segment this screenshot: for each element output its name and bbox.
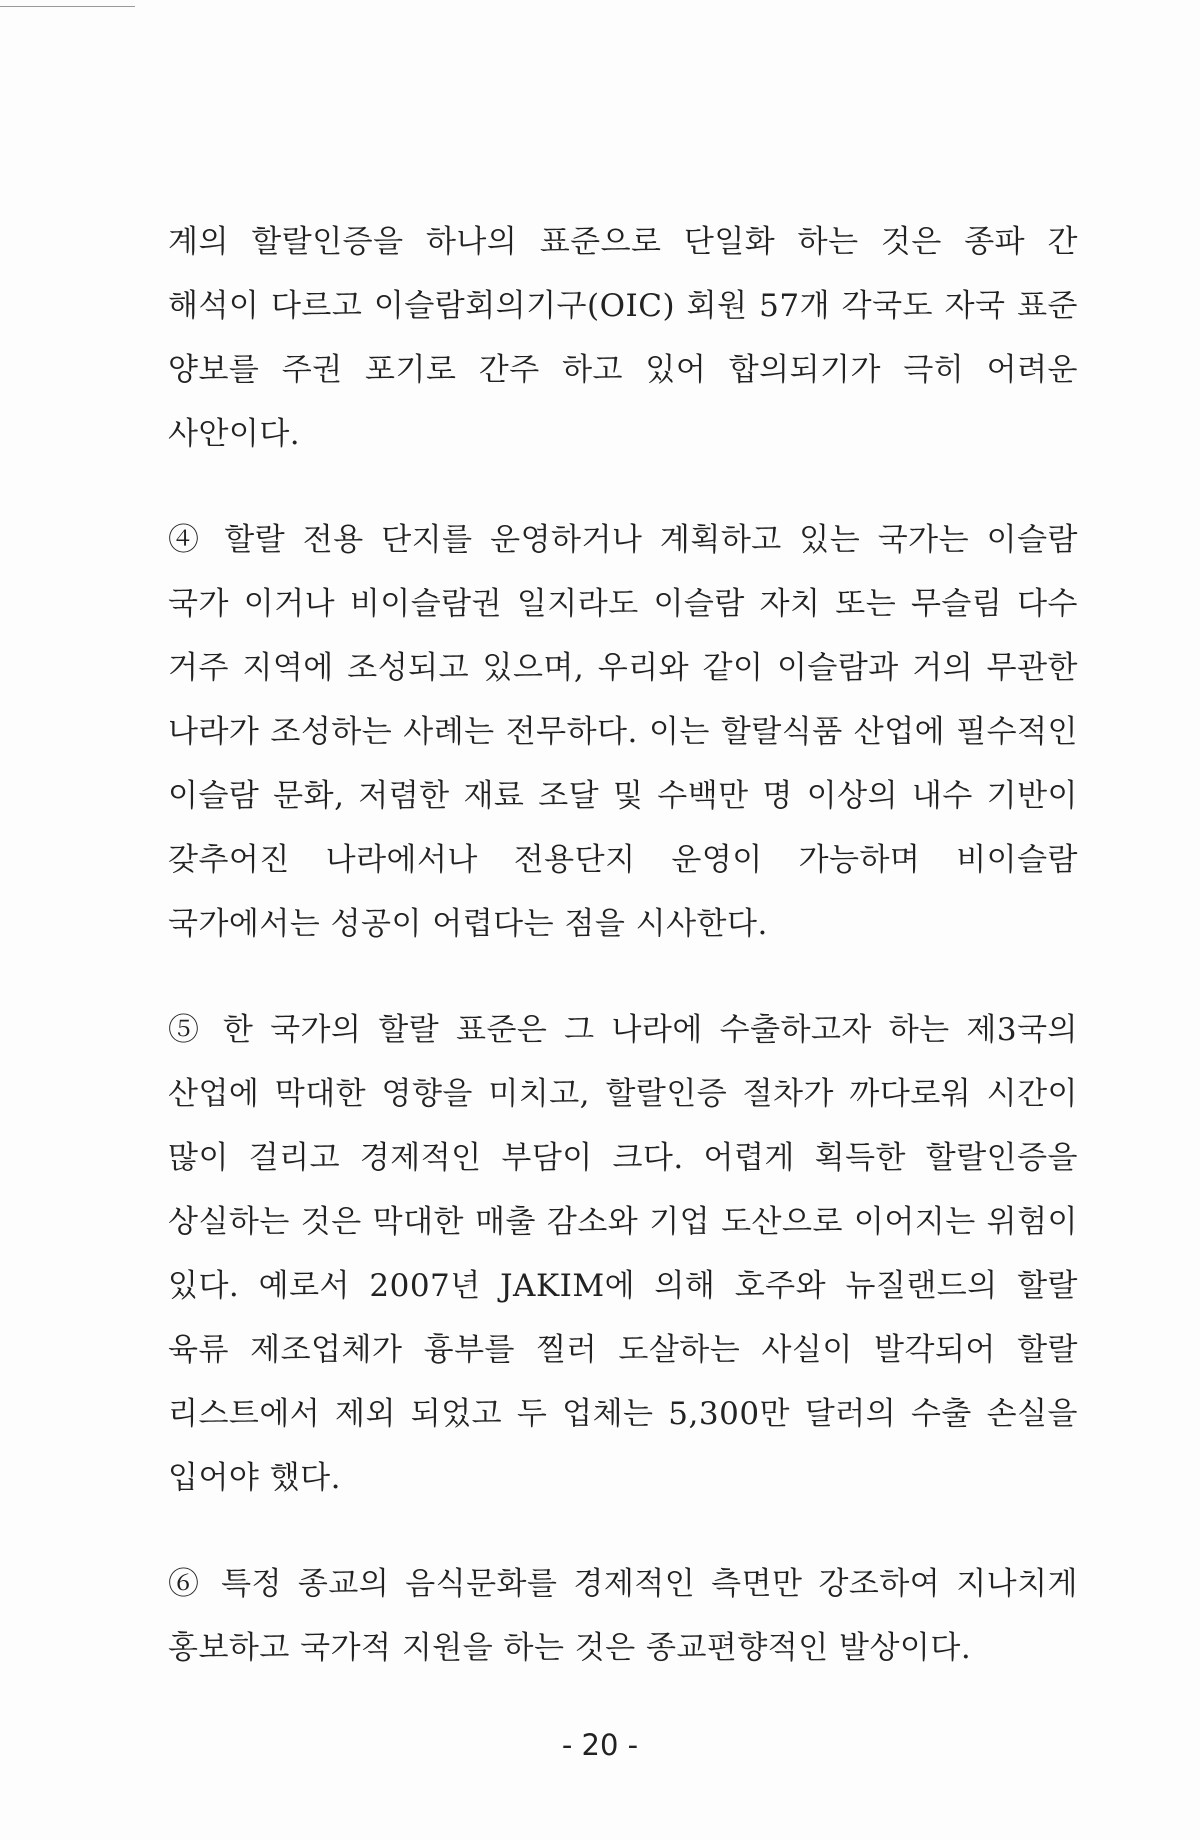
body-text (168, 210, 1078, 1680)
paragraph-item-6: ⑥ 특정 종교의 음식문화를 경제적인 측면만 강조하여 지나치게 홍보하고 국가적 지원을 하는 것은 종교편향적인 발상이다. (168, 1566, 1078, 1666)
paragraph-continuation: 계의 할랄인증을 하나의 표준으로 단일화 하는 것은 종파 간 해석이 다르고 이슬람회의기구(OIC) 회원 57개 각국도 자국 표준 양보를 주권 포기로 간주 하고 있어 합의되기가 극히 어려운 사안이다. (168, 224, 1078, 452)
page-number: - 20 - (561, 1728, 639, 1762)
paragraph-item-5: ⑤ 한 국가의 할랄 표준은 그 나라에 수출하고자 하는 제3국의 산업에 막대한 영향을 미치고, 할랄인증 절차가 까다로워 시간이 많이 걸리고 경제적인 부담이 크다. 어렵게 획득한 할랄인증을 상실하는 것은 막대한 매출 감소와 기업 도산으로 이어지는 위험이 있다. 예로서 2007년 JAKIM에 의해 호주와 뉴질랜드의 할랄 육류 제조업체가 흉부를 찔러 도살하는 사실이 발각되어 할랄 리스트에서 제외 되었고 두 업체는 5,300만 달러의 수출 손실을 입어야 했다. (168, 1012, 1078, 1496)
paragraph-item-4: ④ 할랄 전용 단지를 운영하거나 계획하고 있는 국가는 이슬람 국가 이거나 비이슬람권 일지라도 이슬람 자치 또는 무슬림 다수 거주 지역에 조성되고 있으며, 우리와 같이 이슬람과 거의 무관한 나라가 조성하는 사례는 전무하다. 이는 할랄식품 산업에 필수적인 이슬람 문화, 저렴한 재료 조달 및 수백만 명 이상의 내수 기반이 갖추어진 나라에서나 전용단지 운영이 가능하며 비이슬람 국가에서는 성공이 어렵다는 점을 시사한다. (168, 522, 1078, 942)
top-rule-line (0, 6, 135, 7)
